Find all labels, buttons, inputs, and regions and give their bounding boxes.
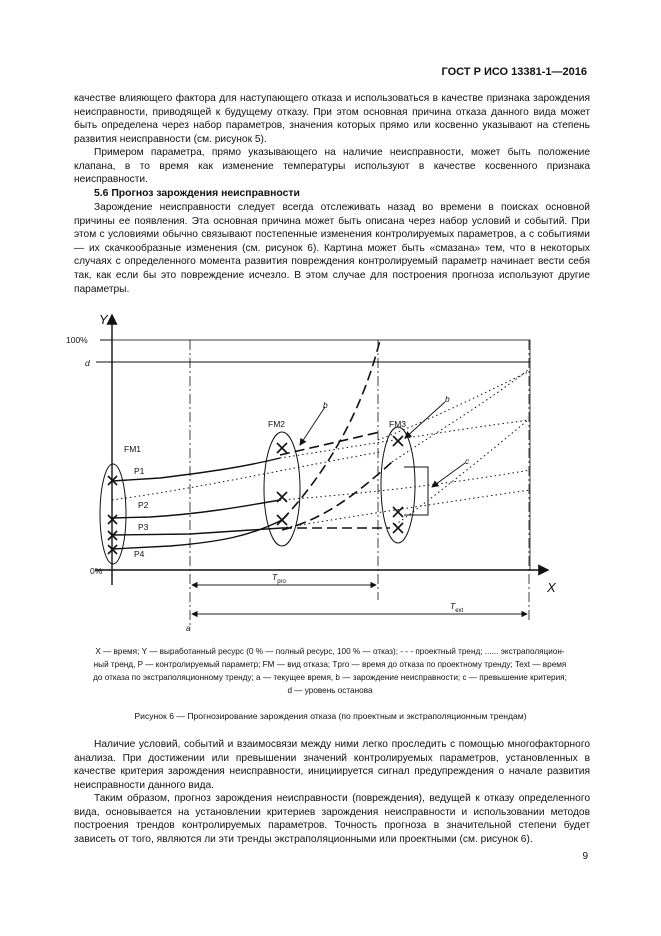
paragraph-2: Примером параметра, прямо указывающего на наличие неисправности, может быть положение клапана, в то время как изменение температуры используют в качестве косвенного признака неисправности.: [74, 147, 590, 186]
b-label-2: b: [445, 394, 450, 404]
legend-line-2: ный тренд, P — контролируемый параметр; FM — вид отказа; Tpro — время до отказа по проектному тренду; Text — время: [93, 660, 567, 669]
p3-label: P3: [138, 522, 149, 532]
paragraph-5: Таким образом, прогноз зарождения неисправности (повреждения), ведущей к отказу определенного вида, основывается на установлении критериев зарождения неисправности и использовании методов построения трендов контролируемых параметров. Точность прогноза в значительной степени будет зависеть от того, являются ли эти тренды экстраполяционными или проектными (см. рисунок 6).: [74, 793, 590, 845]
fm3-label: FM3: [389, 419, 406, 429]
paragraph-4: Наличие условий, событий и взаимосвязи между ними легко проследить с помощью многофакторного анализа. При достижении или превышении значений контролируемых параметров, установленных в качестве критерия зарождения неисправности, инициируется сигнал предупреждения о начале развития неисправности данного вида.: [74, 739, 590, 791]
section-heading: 5.6 Прогноз зарождения неисправности: [94, 188, 300, 199]
figure-caption: Рисунок 6 — Прогнозирование зарождения отказа (по проектным и экстраполяционным трендам): [134, 711, 527, 721]
t-pro-label: $T_{pro}$: [272, 572, 286, 585]
b-label-1: b: [323, 400, 328, 410]
p4-label: P4: [134, 549, 145, 559]
y-axis-label: Y: [99, 312, 108, 327]
d-label: d: [85, 358, 90, 368]
project-trend-2: [282, 340, 380, 520]
project-trend-1: [280, 432, 380, 455]
paragraph-3: Зарождение неисправности следует всегда отслеживать назад во времени в поисках основной причины ее появления. Эта основная причина может быть описана через набор условий и событий. При этом с условиями обычно связывают постепенные изменения контролируемых параметров, а с событиями — их скачкообразные изменения (см. рисунок 6). Картина может быть «смазана» тем, что в некоторых случаях с определенного момента развития повреждения контролируемый параметр начинает вести себя так, как если бы это повреждение исчезло. В этом случае для построения прогноза используют другие параметры.: [74, 202, 590, 295]
plot-frame: [112, 340, 530, 570]
x-axis-label: X: [547, 580, 556, 595]
t-ext-label: $T_{ext}$: [450, 601, 464, 614]
fm2-label: FM2: [268, 419, 285, 429]
fm3-ellipse: [381, 427, 415, 543]
c-label: c: [465, 456, 470, 466]
legend-line-4: d — уровень останова: [287, 686, 373, 695]
y-0-label: 0%: [90, 566, 103, 576]
page-number: 9: [582, 851, 588, 862]
p2-label: P2: [138, 500, 149, 510]
fm1-label: FM1: [124, 444, 141, 454]
event-markers: [108, 436, 403, 554]
paragraph-1: качестве влияющего фактора для наступающего отказа и использоваться в качестве признака зарождения неисправности, приводящей к будущему отказу. При этом основная причина отказа данного вида может быть определена через набор параметров, значения которых прямо или косвенно указывают на степень развития неисправности (см. рисунок 5).: [74, 93, 590, 145]
document-header: ГОСТ Р ИСО 13381-1—2016: [441, 66, 587, 78]
y-100-label: 100%: [66, 335, 88, 345]
p1-label: P1: [134, 466, 145, 476]
a-label: a: [186, 623, 191, 633]
figure-legend: [50, 645, 610, 697]
legend-line-1: X — время; Y — выработанный ресурс (0 % — полный ресурс, 100 % — отказ); - - - проектный тренд; ...... экстраполяцион-: [95, 647, 565, 656]
legend-line-3: до отказа по экстраполяционному тренду; a — текущее время, b — зарождение неисправности; c — превышение критерия;: [93, 673, 567, 682]
project-trend-3: [282, 462, 392, 530]
